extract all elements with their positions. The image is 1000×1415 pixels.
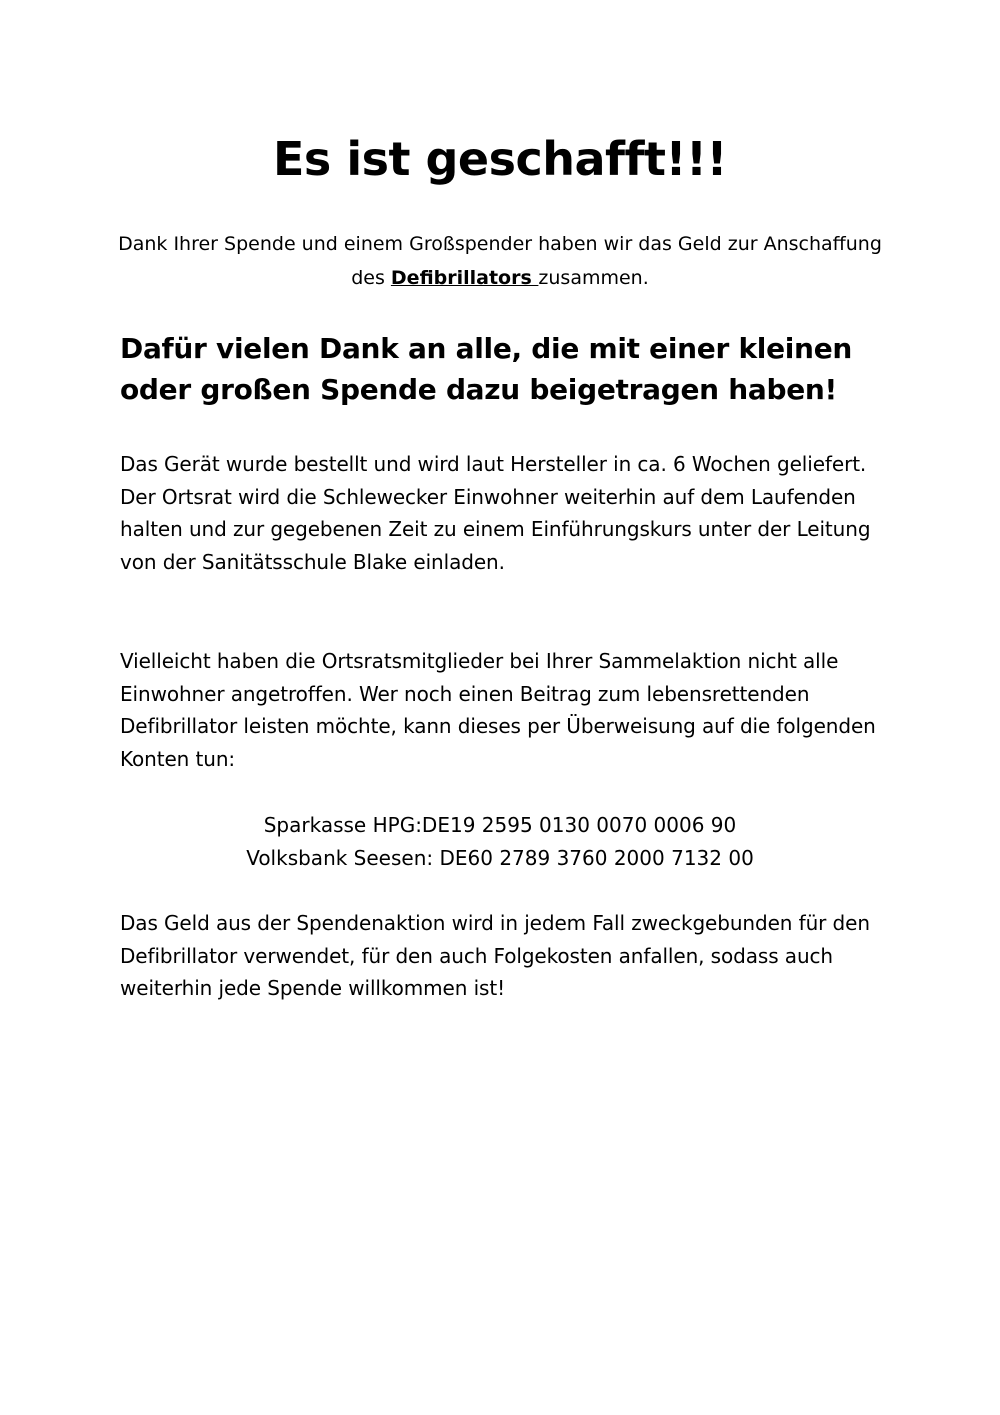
- bank-accounts: [100, 809, 900, 875]
- page-title: Es ist geschafft!!!: [273, 132, 727, 186]
- paragraph-funds-usage: Das Geld aus der Spendenaktion wird in jedem Fall zweckgebunden für den Defibrillator verwendet, für den auch Folgekosten anfallen, sodass auch weiterhin jede Spende willkommen ist!: [120, 911, 870, 1001]
- intro-text-start: Dank Ihrer Spende und einem Großspender haben wir das Geld zur Anschaffung des: [118, 233, 882, 289]
- bank-account-sparkasse: Sparkasse HPG:DE19 2595 0130 0070 0006 90: [263, 813, 737, 837]
- defibrillator-emphasis: Defibrillators: [390, 267, 539, 289]
- thanks-heading: Dafür vielen Dank an alle, die mit einer kleinen oder großen Spende dazu beigetragen haben!: [120, 332, 853, 406]
- intro-text: [100, 227, 900, 295]
- intro-text-end: zusammen.: [538, 267, 649, 289]
- bank-account-volksbank: Volksbank Seesen: DE60 2789 3760 2000 7132 00: [246, 846, 754, 870]
- paragraph-donation-request: Vielleicht haben die Ortsratsmitglieder bei Ihrer Sammelaktion nicht alle Einwohner angetroffen. Wer noch einen Beitrag zum lebensrettenden Defibrillator leisten möchte, kann dieses per Überweisung auf die folgenden Konten tun:: [120, 649, 876, 772]
- paragraph-device-ordered: Das Gerät wurde bestellt und wird laut Hersteller in ca. 6 Wochen geliefert. Der Ortsrat wird die Schlewecker Einwohner weiterhin auf dem Laufenden halten und zur gegebenen Zeit zu einem Einführungskurs unter der Leitung von der Sanitätsschule Blake einladen.: [120, 452, 871, 575]
